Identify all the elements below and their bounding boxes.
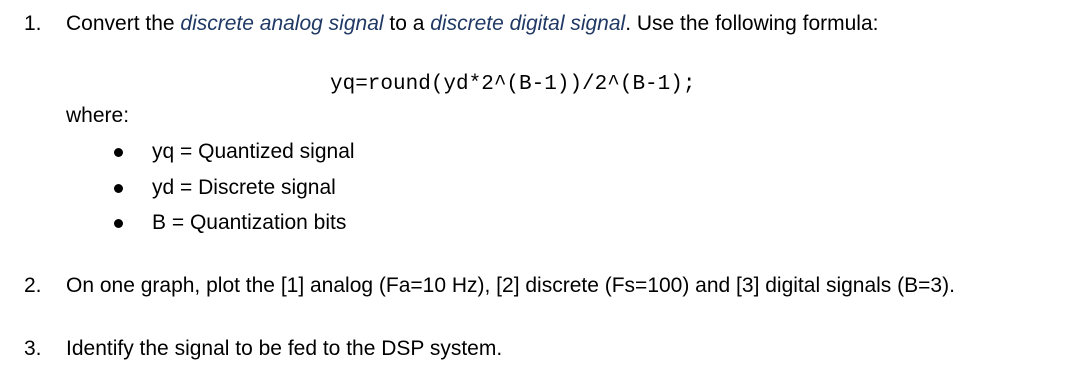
item-1-text-e: . Use the following formula: — [625, 12, 879, 35]
list-item-1 — [24, 11, 878, 37]
list-number: 2. — [24, 274, 42, 297]
bullet-icon — [114, 148, 123, 157]
quantization-formula: yq=round(yd*2^(B-1))/2^(B-1); — [330, 73, 696, 96]
item-3-text: Identify the signal to be fed to the DSP system. — [66, 337, 503, 360]
definition-text: yd = Discrete signal — [152, 176, 336, 199]
item-2-text: On one graph, plot the [1] analog (Fa=10 Hz), [2] discrete (Fs=100) and [3] digital signals (B=3). — [66, 274, 955, 297]
where-label: where: — [66, 104, 130, 127]
list-number: 1. — [24, 12, 42, 35]
item-1-text-a: Convert the — [66, 12, 181, 35]
term-discrete-digital-signal: discrete digital signal — [430, 12, 626, 35]
list-number: 3. — [24, 337, 42, 360]
item-1-text-c: to a — [383, 12, 431, 35]
definition-text: B = Quantization bits — [152, 211, 347, 234]
definition-text: yq = Quantized signal — [152, 140, 355, 163]
list-item-3 — [24, 336, 502, 362]
term-discrete-analog-signal: discrete analog signal — [180, 12, 384, 35]
list-item-2 — [24, 273, 955, 299]
bullet-icon — [114, 184, 123, 193]
bullet-icon — [114, 219, 123, 228]
